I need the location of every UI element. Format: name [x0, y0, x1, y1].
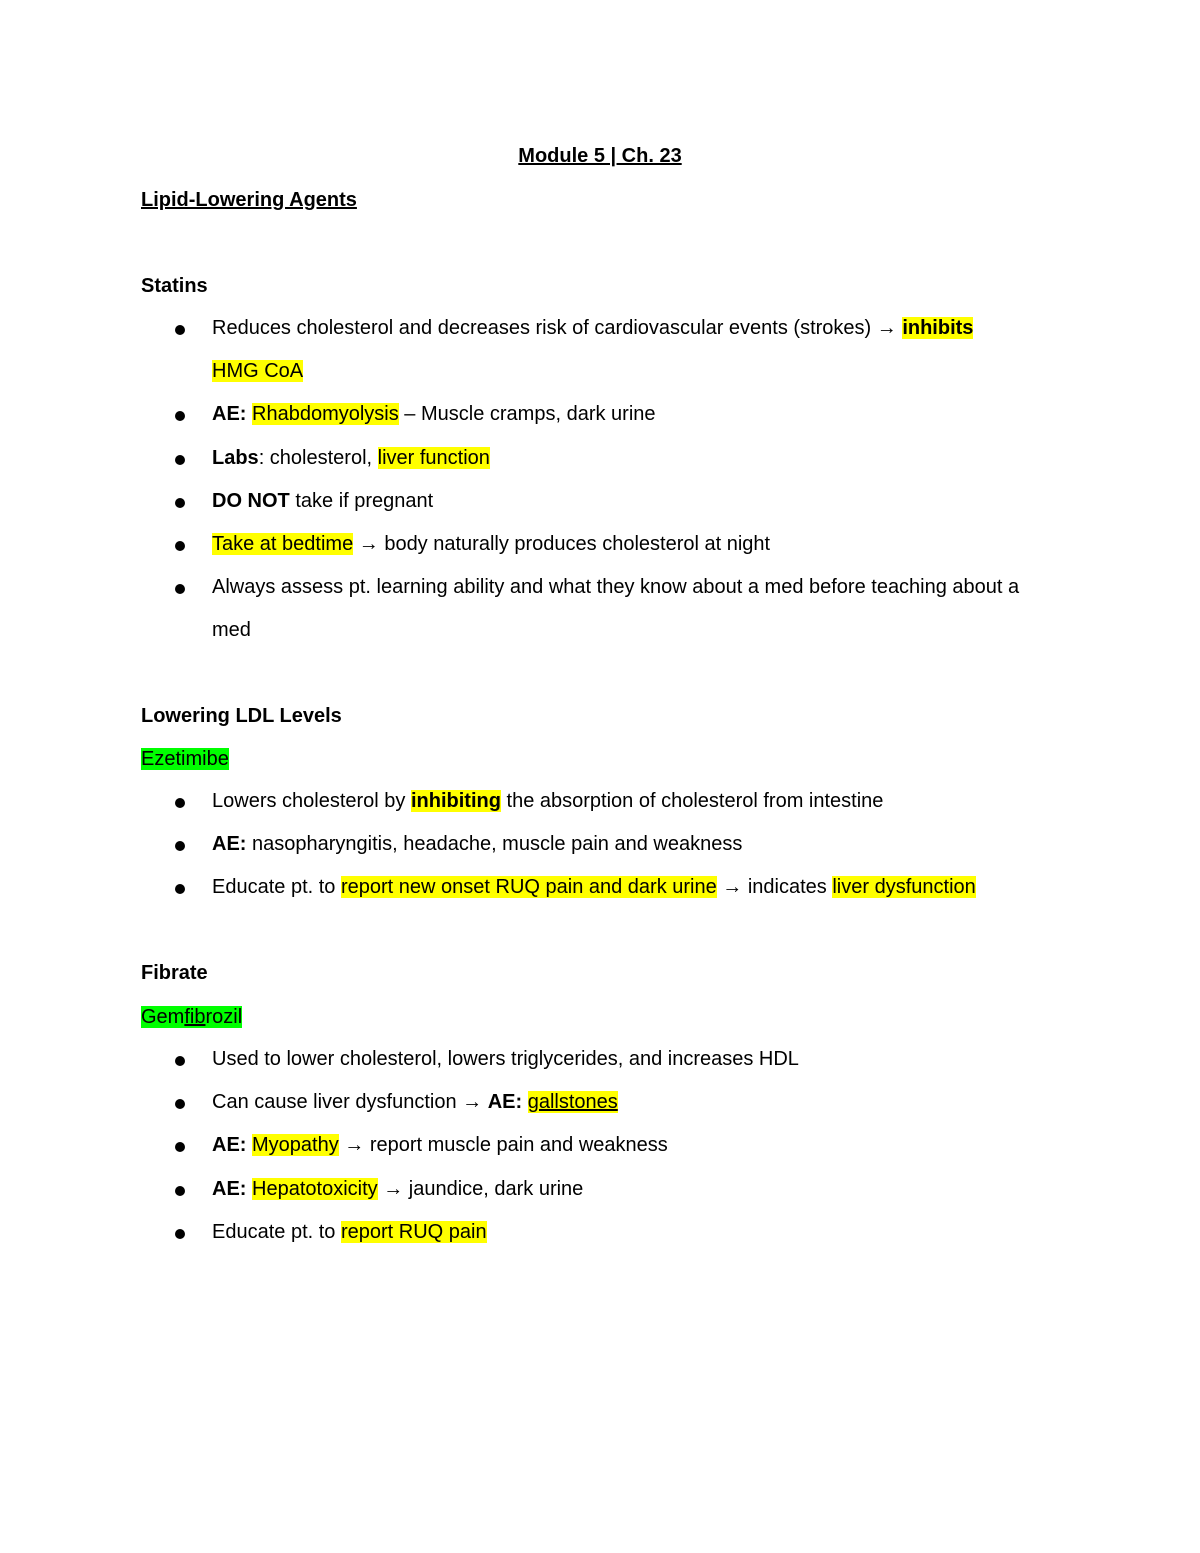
- fibrate-heading: Fibrate: [141, 962, 208, 984]
- list-item: AE: nasopharyngitis, headache, muscle pain and weakness: [0, 823, 1200, 866]
- highlight: report RUQ pain: [340, 1220, 487, 1243]
- highlight: HMG CoA: [212, 360, 304, 383]
- highlight: Rhabdomyolysis: [252, 403, 399, 426]
- bullet-icon: [175, 884, 185, 894]
- drug-name: Gemfibrozil: [141, 1006, 243, 1028]
- list-item: Take at bedtime → body naturally produces cholesterol at night: [0, 523, 1200, 566]
- list-item: Educate pt. to report RUQ pain: [0, 1211, 1200, 1254]
- highlight: Myopathy: [252, 1134, 339, 1157]
- bullet-icon: [175, 1229, 185, 1239]
- fibrate-list: [0, 1038, 1200, 1254]
- bullet-icon: [175, 1186, 185, 1196]
- list-item: Can cause liver dysfunction → AE: gallstones: [0, 1081, 1200, 1124]
- list-item: AE: Hepatotoxicity → jaundice, dark urine: [0, 1168, 1200, 1211]
- bullet-icon: [175, 411, 185, 421]
- bullet-icon: [175, 1056, 185, 1066]
- list-item: Always assess pt. learning ability and what they know about a med before teaching about a med: [0, 566, 1200, 652]
- list-item: AE: Myopathy → report muscle pain and weakness: [0, 1124, 1200, 1167]
- list-item: Labs: cholesterol, liver function: [0, 437, 1200, 480]
- page-title: Module 5 | Ch. 23: [518, 145, 682, 167]
- list-item: Educate pt. to report new onset RUQ pain and dark urine → indicates liver dysfunction: [0, 866, 1200, 909]
- bullet-icon: [175, 325, 185, 335]
- bullet-icon: [175, 541, 185, 551]
- list-item: Lowers cholesterol by inhibiting the absorption of cholesterol from intestine: [0, 780, 1200, 823]
- highlight: inhibiting: [410, 790, 501, 812]
- bullet-icon: [175, 455, 185, 465]
- section-title: Lipid-Lowering Agents: [141, 189, 357, 211]
- list-item: Used to lower cholesterol, lowers triglycerides, and increases HDL: [0, 1038, 1200, 1081]
- highlight: liver dysfunction: [832, 876, 976, 899]
- ldl-heading: Lowering LDL Levels: [141, 705, 342, 727]
- statins-heading: Statins: [141, 275, 208, 297]
- bullet-icon: [175, 1099, 185, 1109]
- highlight: liver function: [377, 446, 490, 469]
- highlight: inhibits: [902, 317, 974, 339]
- statins-list: [0, 307, 1200, 653]
- highlight: Take at bedtime: [212, 533, 354, 556]
- highlight: gallstones: [527, 1091, 618, 1114]
- bullet-icon: [175, 498, 185, 508]
- highlight: Hepatotoxicity: [252, 1177, 378, 1200]
- list-item: AE: Rhabdomyolysis – Muscle cramps, dark urine: [0, 393, 1200, 436]
- bullet-icon: [175, 841, 185, 851]
- ldl-list: [0, 780, 1200, 910]
- list-item: Reduces cholesterol and decreases risk of cardiovascular events (strokes) → inhibits HMG CoA: [0, 307, 1200, 393]
- bullet-icon: [175, 584, 185, 594]
- list-item: DO NOT take if pregnant: [0, 480, 1200, 523]
- highlight: report new onset RUQ pain and dark urine: [340, 876, 717, 899]
- bullet-icon: [175, 798, 185, 808]
- bullet-icon: [175, 1142, 185, 1152]
- drug-name: Ezetimibe: [141, 748, 229, 770]
